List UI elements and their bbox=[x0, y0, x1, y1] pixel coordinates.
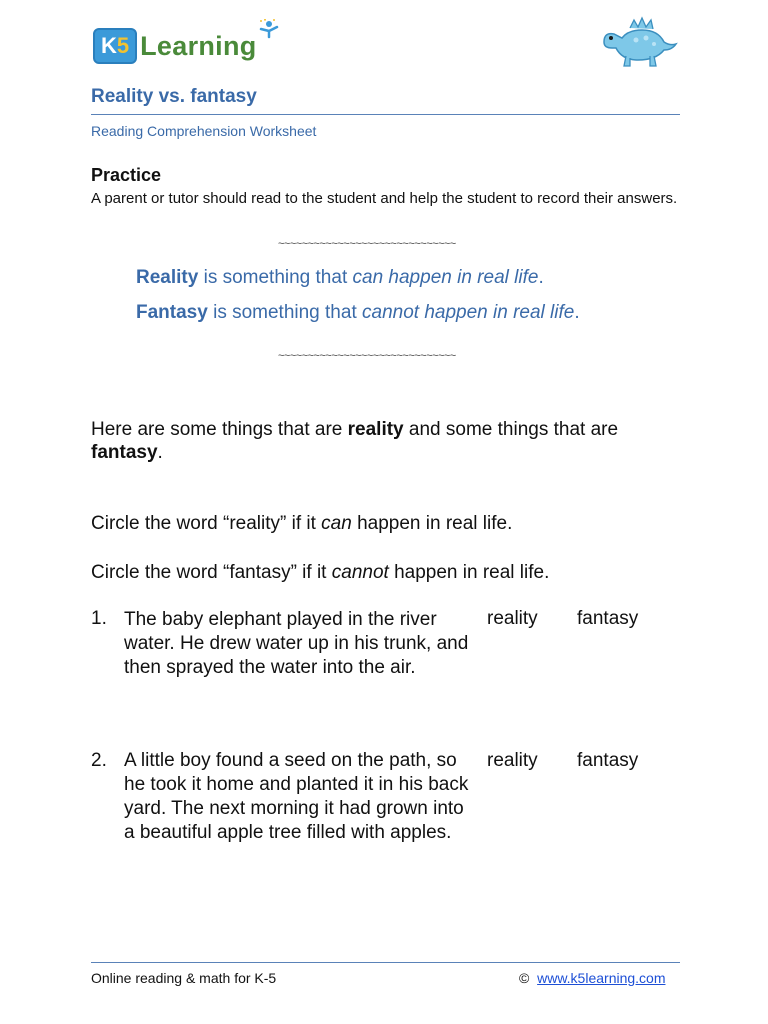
answer-option-reality[interactable]: reality bbox=[487, 750, 538, 771]
logo-badge: K5 bbox=[93, 28, 137, 64]
question-number: 2. bbox=[91, 750, 107, 771]
footer-copyright bbox=[519, 970, 666, 986]
instruction-circle-fantasy: Circle the word “fantasy” if it cannot happen in real life. bbox=[91, 562, 550, 583]
practice-intro: A parent or tutor should read to the student and help the student to record their answers. bbox=[91, 190, 678, 207]
copyright-symbol: © bbox=[519, 970, 530, 986]
logo-wordmark: Learning bbox=[140, 31, 256, 62]
practice-heading: Practice bbox=[91, 165, 162, 185]
page-subtitle: Reading Comprehension Worksheet bbox=[91, 123, 317, 139]
reality-definition: Reality is something that can happen in real life. bbox=[136, 267, 544, 288]
question-number: 1. bbox=[91, 608, 107, 629]
dinosaur-mascot-icon bbox=[600, 14, 678, 68]
page-title: Reality vs. fantasy bbox=[91, 86, 257, 107]
k5-learning-logo bbox=[93, 28, 257, 64]
logo-figure-icon bbox=[258, 19, 280, 41]
instruction-lead: Here are some things that are reality and some things that are fantasy. bbox=[91, 419, 619, 463]
answer-option-reality[interactable]: reality bbox=[487, 608, 538, 629]
footer-tagline: Online reading & math for K-5 bbox=[91, 970, 277, 986]
fantasy-definition: Fantasy is something that cannot happen in real life. bbox=[136, 302, 580, 323]
instruction-circle-reality: Circle the word “reality” if it can happen in real life. bbox=[91, 513, 513, 534]
tilde-divider-top: ~~~~~~~~~~~~~~~~~~~~~~~~~~~~~~ bbox=[278, 238, 456, 250]
answer-option-fantasy[interactable]: fantasy bbox=[577, 608, 639, 629]
answer-option-fantasy[interactable]: fantasy bbox=[577, 750, 639, 771]
footer-divider bbox=[91, 962, 680, 963]
question-text: The baby elephant played in the river water. He drew water up in his trunk, and then sprayed the water into the air. bbox=[124, 609, 469, 678]
tilde-divider-bottom: ~~~~~~~~~~~~~~~~~~~~~~~~~~~~~~ bbox=[278, 350, 456, 362]
footer-website-link[interactable]: www.k5learning.com bbox=[537, 970, 666, 986]
title-divider bbox=[91, 114, 680, 115]
question-text: A little boy found a seed on the path, so he took it home and planted it in his back yard. The next morning it had grown into a beautiful apple tree filled with apples. bbox=[124, 750, 469, 843]
